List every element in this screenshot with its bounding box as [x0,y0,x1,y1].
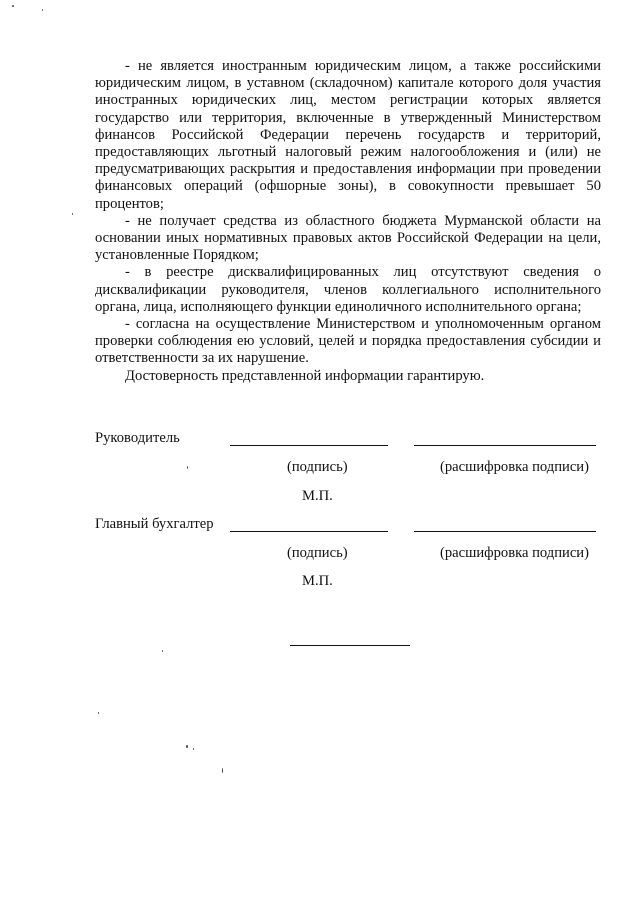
accountant-signature-line [230,531,388,532]
scan-speck [98,712,99,714]
head-decoding-caption: (расшифровка подписи) [440,459,589,475]
accountant-decoding-line [414,531,596,532]
scan-speck [42,9,43,11]
head-stamp-place: М.П. [302,488,333,504]
accountant-decoding-caption: (расшифровка подписи) [440,545,589,561]
accountant-signature-caption: (подпись) [287,545,348,561]
head-decoding-line [414,445,596,446]
accountant-label: Главный бухгалтер [95,516,214,532]
head-signature-caption: (подпись) [287,459,348,475]
head-signature-line [230,445,388,446]
paragraph-not-foreign-entity: - не является иностранным юридическим лицом, а также российскими юридическим лицом, в уставном (складочном) капитале которого доля участия иностранных юридических лиц, местом регистрации которых является государство или территория, включенные в утвержденный Министерством финансов Российской Федерации перечень государств и территорий, предоставляющих льготный налоговый режим налогообложения и (или) не предусматривающих раскрытия и предоставления информации при проведении финансовых операций (офшорные зоны), в совокупности превышает 50 процентов; [95,58,601,212]
head-label: Руководитель [95,430,180,446]
scan-speck [12,5,14,7]
document-body [95,58,601,385]
paragraph-reliability-guarantee: Достоверность представленной информации гарантирую. [125,367,485,384]
end-separator-line [290,645,410,646]
paragraph-no-regional-budget: - не получает средства из областного бюджета Мурманской области на основании иных нормативных правовых актов Российской Федерации на цели, установленные Порядком; [95,212,601,264]
scan-speck [187,466,188,469]
scan-speck [162,650,163,652]
accountant-stamp-place: М.П. [302,573,333,589]
paragraph-consent-inspection: - согласна на осуществление Министерством и уполномоченным органом проверки соблюдения ею условий, целей и порядка предоставления субсидии и ответственности за их нарушение. [95,316,601,367]
scan-speck [72,213,73,215]
scan-speck [222,768,223,773]
paragraph-disqualification-registry: - в реестре дисквалифицированных лиц отсутствуют сведения о дисквалификации руководителя, членов коллегиального исполнительного органа, лица, исполняющего функции единоличного исполнительного органа; [95,264,601,315]
scan-speck [193,748,194,750]
scan-speck [186,745,188,748]
